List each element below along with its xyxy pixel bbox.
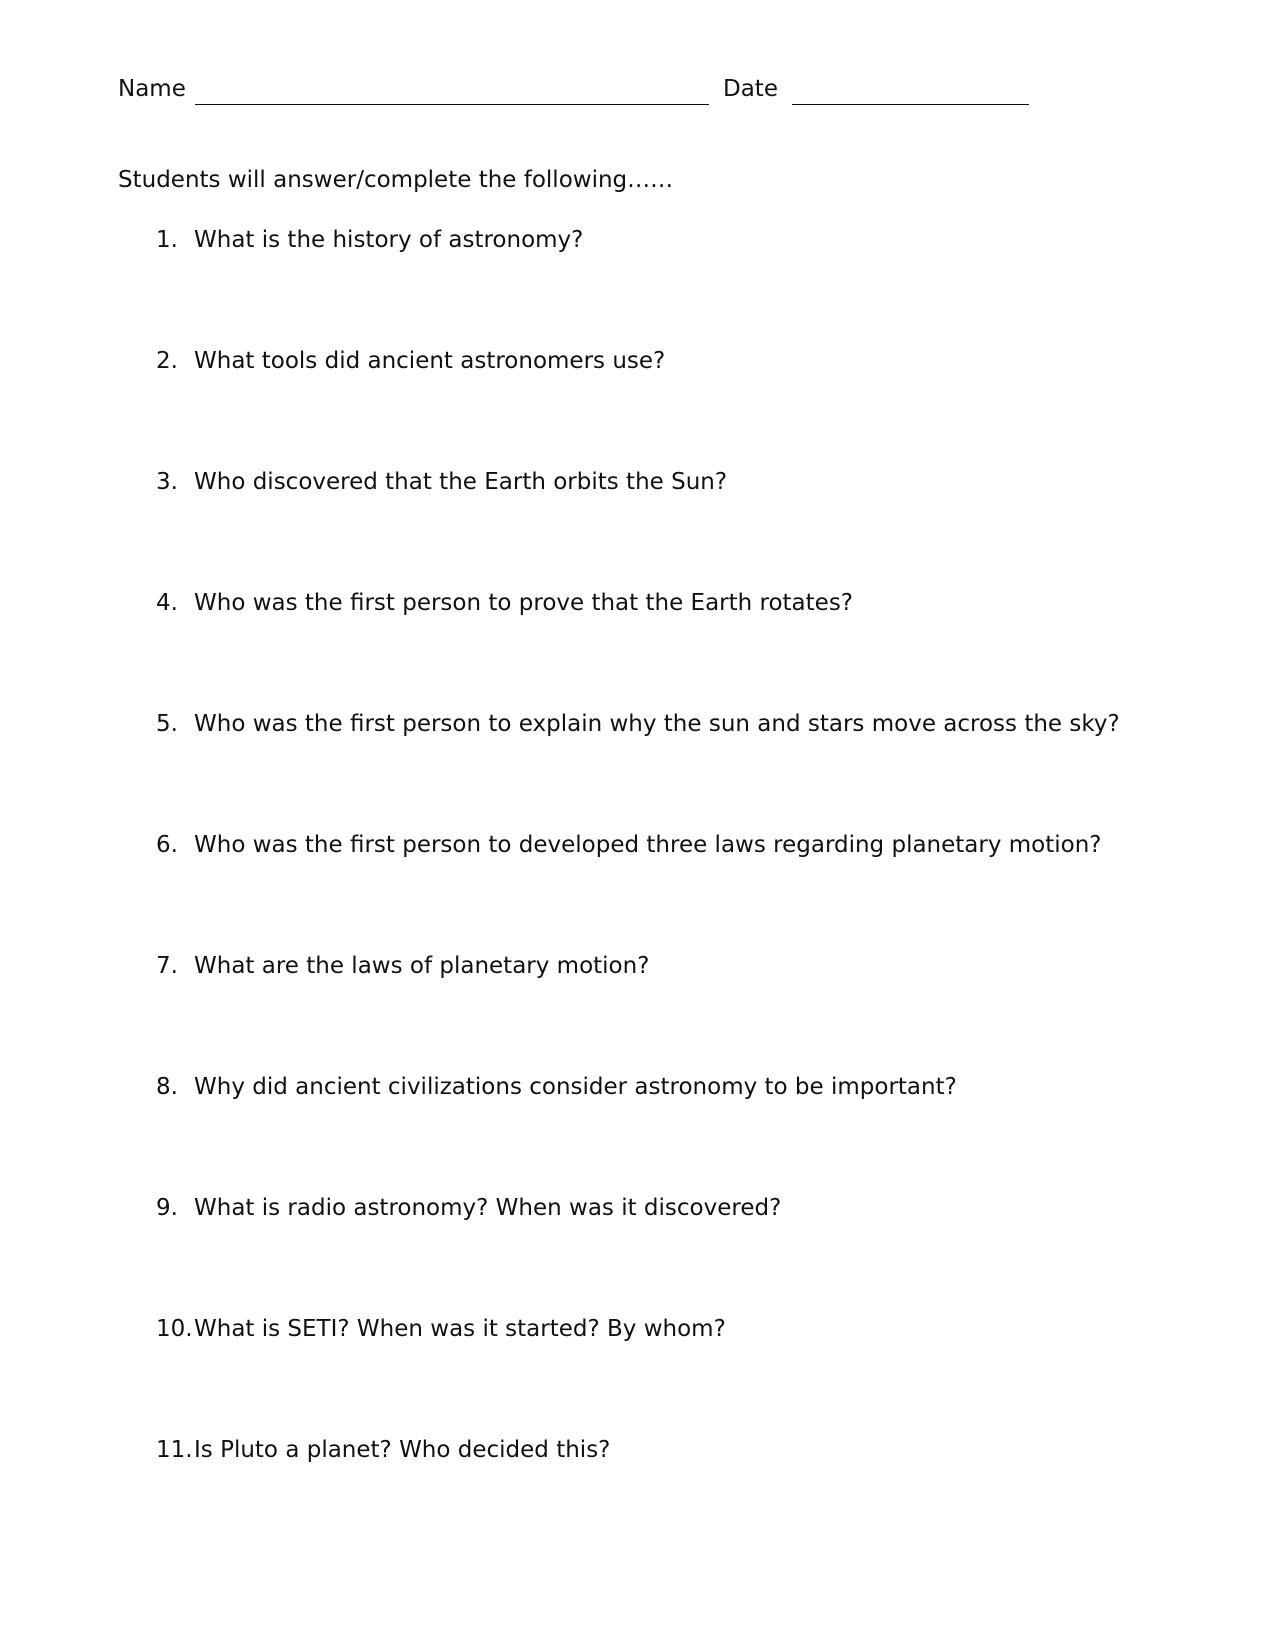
question-item (118, 951, 1158, 1072)
question-item (118, 1314, 1158, 1435)
instructions-text: Students will answer/complete the following…… (118, 167, 674, 193)
name-blank-line[interactable] (195, 104, 709, 105)
question-text: Who was the first person to explain why the sun and stars move across the sky? (194, 711, 1120, 737)
question-number: 4. (156, 590, 178, 616)
date-blank-line[interactable] (792, 104, 1029, 105)
question-text: What is radio astronomy? When was it discovered? (194, 1195, 782, 1221)
question-text: What is the history of astronomy? (194, 227, 584, 253)
question-item (118, 1193, 1158, 1314)
question-text: Why did ancient civilizations consider astronomy to be important? (194, 1074, 957, 1100)
question-text: Who was the first person to developed three laws regarding planetary motion? (194, 832, 1102, 858)
question-number: 11. (156, 1437, 193, 1463)
question-text: Who discovered that the Earth orbits the Sun? (194, 469, 728, 495)
question-text: What tools did ancient astronomers use? (194, 348, 666, 374)
date-label: Date (723, 76, 778, 102)
question-number: 9. (156, 1195, 178, 1221)
question-number: 3. (156, 469, 178, 495)
question-text: What is SETI? When was it started? By whom? (194, 1316, 726, 1342)
question-number: 10. (156, 1316, 193, 1342)
question-item (118, 1072, 1158, 1193)
question-text: Who was the first person to prove that the Earth rotates? (194, 590, 854, 616)
question-item (118, 346, 1158, 467)
question-number: 2. (156, 348, 178, 374)
header-row (118, 74, 1078, 108)
question-item (118, 830, 1158, 951)
question-item (118, 1435, 1158, 1556)
question-item (118, 467, 1158, 588)
question-item (118, 588, 1158, 709)
name-label: Name (118, 76, 186, 102)
question-list (118, 225, 1158, 1556)
question-text: What are the laws of planetary motion? (194, 953, 650, 979)
question-item (118, 225, 1158, 346)
question-number: 8. (156, 1074, 178, 1100)
question-text: Is Pluto a planet? Who decided this? (194, 1437, 611, 1463)
question-number: 6. (156, 832, 178, 858)
question-number: 5. (156, 711, 178, 737)
question-number: 7. (156, 953, 178, 979)
question-number: 1. (156, 227, 178, 253)
question-item (118, 709, 1158, 830)
